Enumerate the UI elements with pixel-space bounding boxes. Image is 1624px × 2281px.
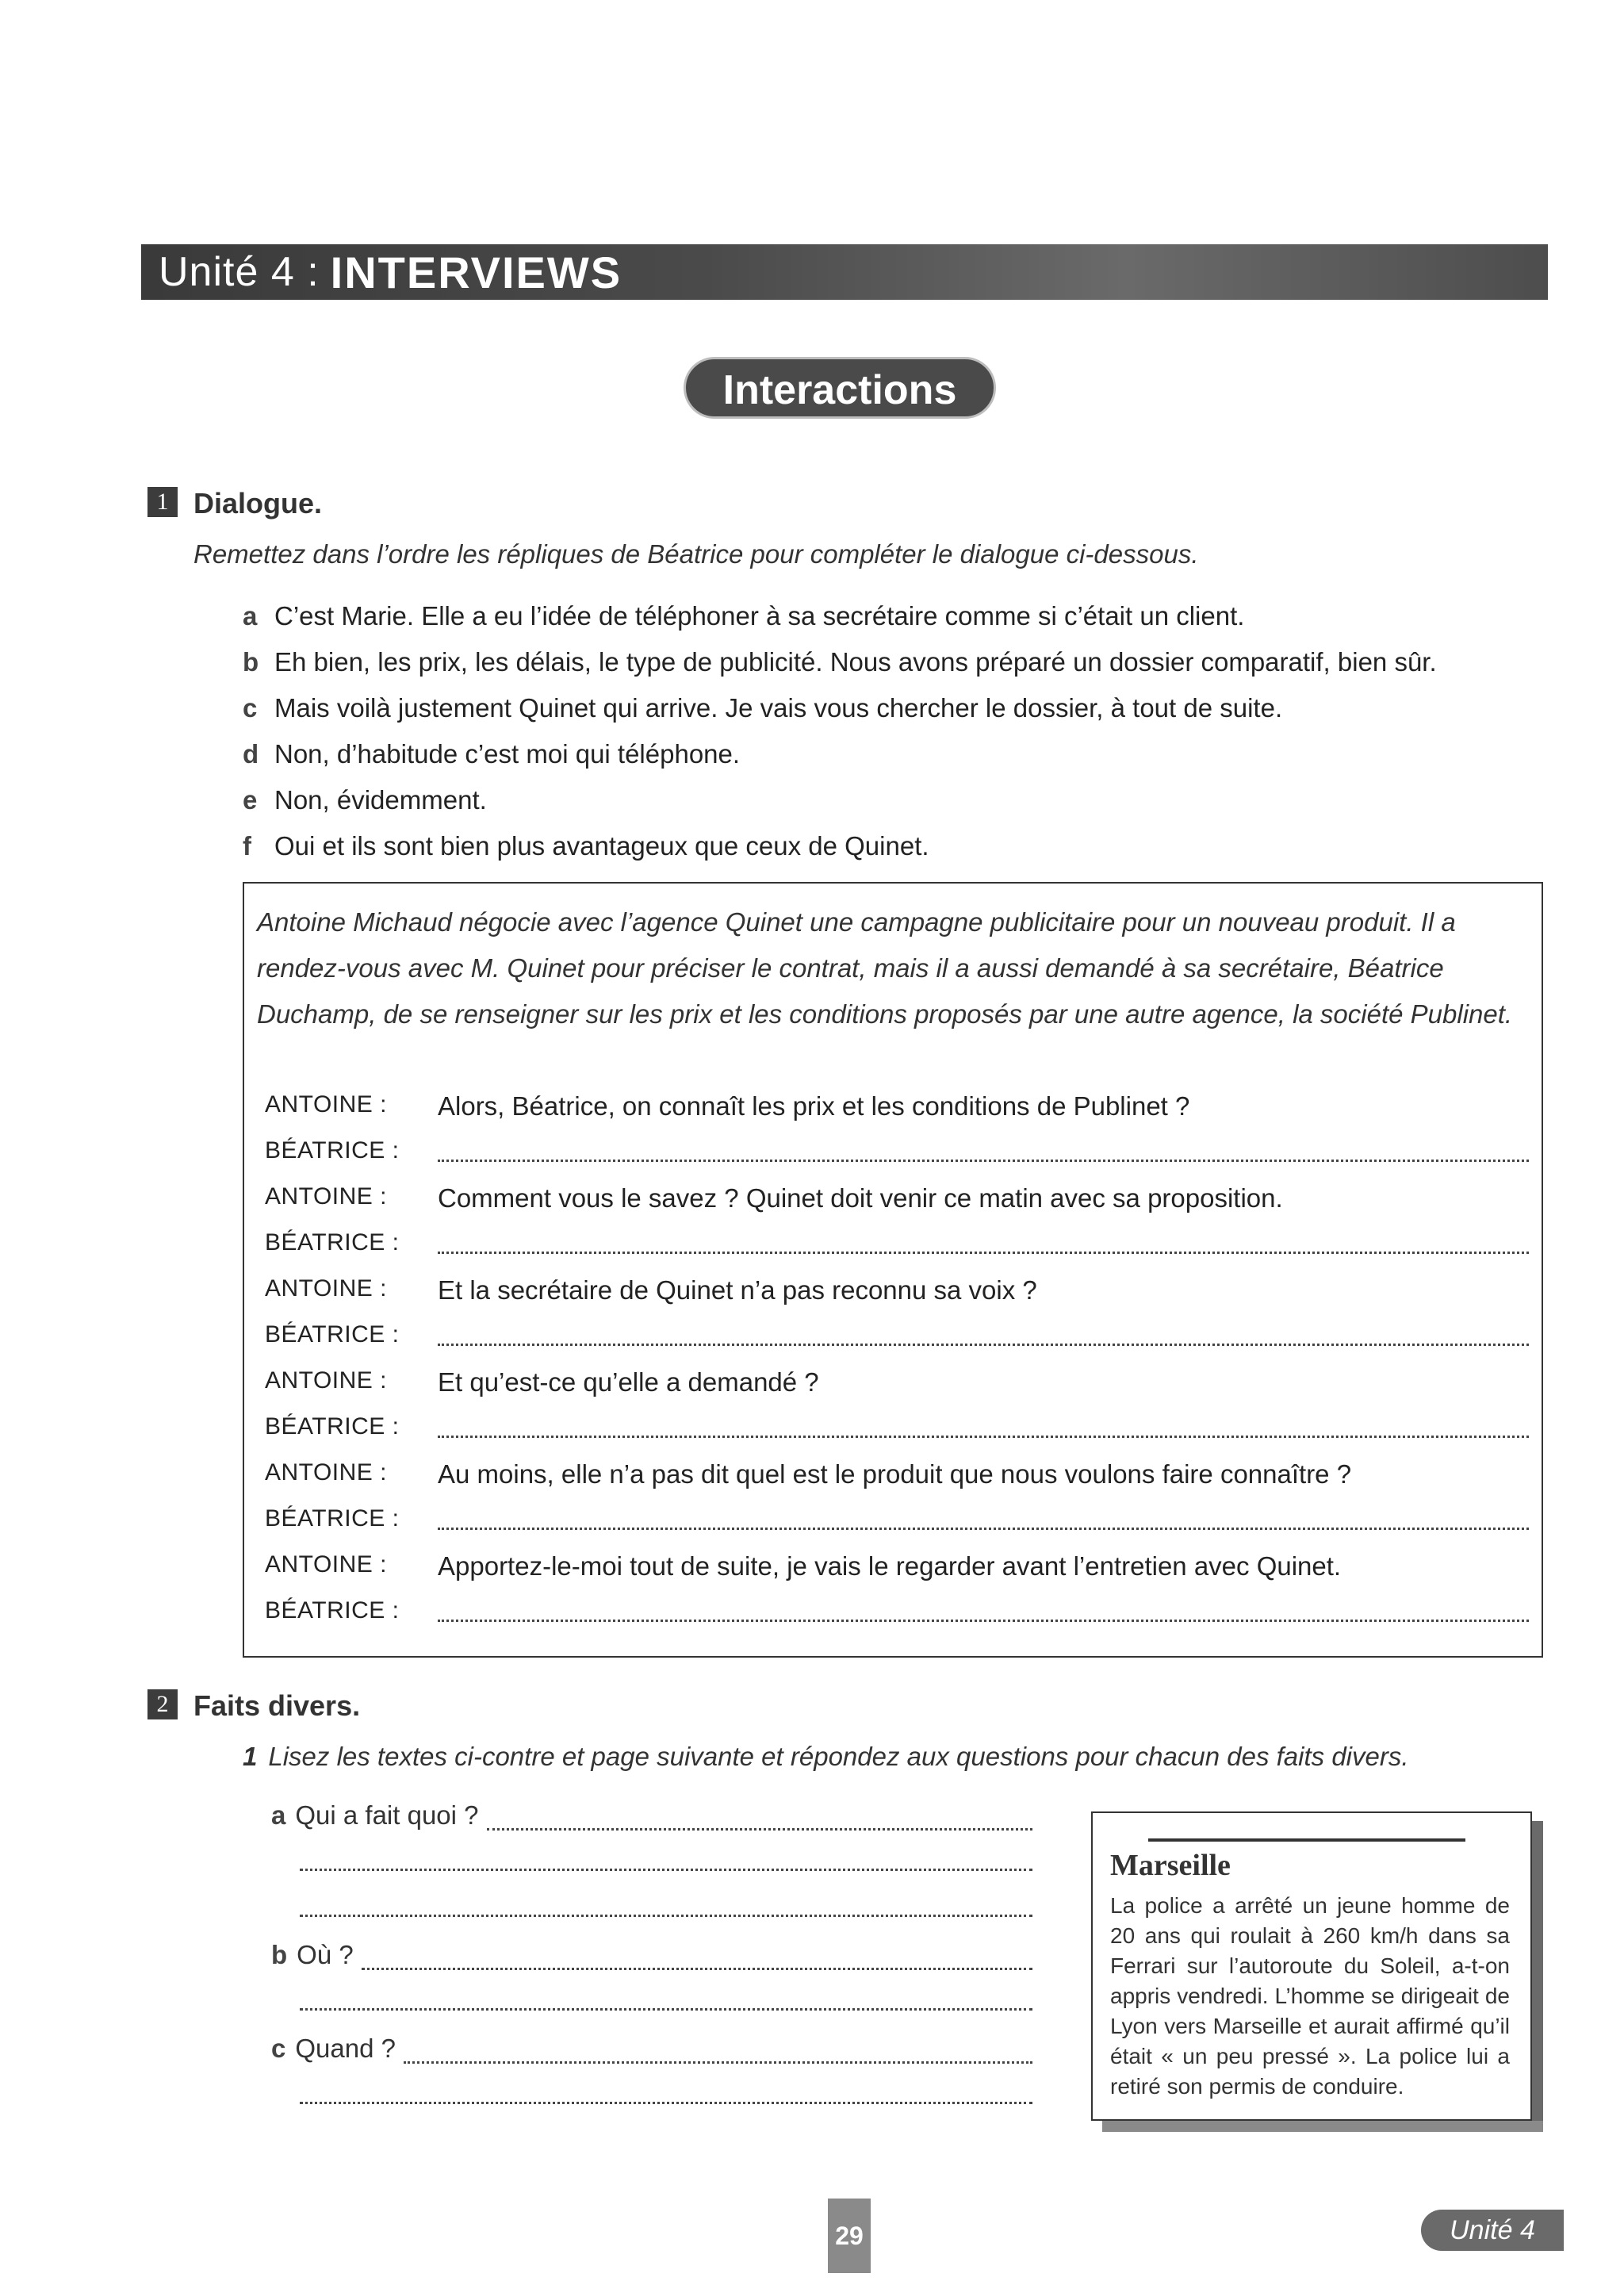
option-row — [243, 739, 740, 769]
answer-blank[interactable] — [438, 1229, 1529, 1254]
exercise-instruction: Lisez les textes ci-contre et page suivante et répondez aux questions pour chacun des faits divers. — [268, 1742, 1409, 1771]
answer-line[interactable] — [300, 1988, 1032, 2011]
exercise-number: 1 — [147, 487, 178, 517]
card-shadow — [1102, 2121, 1543, 2132]
unit-tab: Unité 4 — [1421, 2210, 1564, 2251]
sub-number: 1 — [243, 1742, 258, 1771]
option-row — [243, 785, 487, 815]
news-city-heading: Marseille — [1110, 1849, 1231, 1882]
option-letter: c — [243, 693, 258, 723]
dialogue-line — [265, 1367, 1529, 1397]
answer-blank[interactable] — [362, 1947, 1032, 1970]
option-text: Mais voilà justement Quinet qui arrive. Je vais vous chercher le dossier, à tout de suite. — [274, 693, 1283, 723]
option-letter: a — [243, 601, 258, 631]
speaker-label: BÉATRICE : — [265, 1413, 400, 1440]
speaker-label: BÉATRICE : — [265, 1321, 400, 1348]
question-text: Qui a fait quoi ? — [295, 1800, 479, 1830]
option-row — [243, 647, 1437, 677]
question-text: Où ? — [297, 1940, 354, 1969]
dialogue-line — [265, 1505, 1529, 1532]
answer-blank[interactable] — [487, 1808, 1032, 1831]
news-divider — [1148, 1838, 1465, 1842]
answer-blank[interactable] — [438, 1137, 1529, 1162]
answer-blank[interactable] — [438, 1413, 1529, 1438]
question-letter: c — [271, 2034, 286, 2063]
page-number: 29 — [828, 2199, 871, 2273]
answer-blank[interactable] — [438, 1505, 1529, 1530]
exercise-instruction-row — [243, 1742, 1409, 1772]
speaker-label: ANTOINE : — [265, 1367, 387, 1394]
option-letter: e — [243, 785, 258, 815]
answer-line[interactable] — [300, 2081, 1032, 2104]
answer-blank[interactable] — [404, 2041, 1032, 2064]
option-row — [243, 693, 1282, 723]
dialogue-intro: Antoine Michaud négocie avec l’agence Quinet une campagne publicitaire pour un nouveau produit. Il a rendez-vous avec M. Quinet pour préciser le contrat, mais il a aussi demandé à sa secrétaire, Béatrice Duchamp, de se renseigner sur les prix et les conditions proposés par une autre agence, la société Publinet. — [257, 907, 1513, 1029]
question-letter: a — [271, 1800, 286, 1830]
news-body-text: La police a arrêté un jeune homme de 20 ans qui roulait à 260 km/h dans sa Ferrari sur l’autoroute du Soleil, a-t-on appris vendredi. L’homme se dirigeait de Lyon vers Marseille et aurait affirmé qu’il était « un peu pressé ». La police lui a retiré son permis de conduire. — [1110, 1893, 1510, 2099]
dialogue-line — [265, 1459, 1529, 1489]
dialogue-text: Et la secrétaire de Quinet n’a pas reconnu sa voix ? — [438, 1275, 1037, 1305]
option-letter: b — [243, 647, 259, 677]
dialogue-text: Apportez-le-moi tout de suite, je vais le regarder avant l’entretien avec Quinet. — [438, 1551, 1342, 1581]
unit-title: INTERVIEWS — [330, 247, 622, 297]
answer-blank[interactable] — [438, 1597, 1529, 1622]
question-row — [271, 2034, 1032, 2064]
option-text: Non, évidemment. — [274, 785, 487, 815]
answer-blank[interactable] — [438, 1321, 1529, 1346]
answer-blank[interactable] — [300, 2081, 1032, 2104]
option-letter: d — [243, 739, 259, 769]
question-text: Quand ? — [295, 2034, 396, 2063]
dialogue-line — [265, 1091, 1529, 1121]
speaker-label: ANTOINE : — [265, 1091, 387, 1117]
speaker-label: ANTOINE : — [265, 1275, 387, 1302]
dialogue-text: Au moins, elle n’a pas dit quel est le produit que nous voulons faire connaître ? — [438, 1459, 1352, 1489]
option-text: Eh bien, les prix, les délais, le type de publicité. Nous avons préparé un dossier comparatif, bien sûr. — [274, 647, 1437, 677]
option-text: Oui et ils sont bien plus avantageux que ceux de Quinet. — [274, 831, 929, 861]
exercise-number: 2 — [147, 1689, 178, 1719]
unit-label: Unité 4 : — [159, 249, 320, 295]
question-row — [271, 1800, 1032, 1831]
exercise-title: Dialogue. — [193, 487, 323, 519]
dialogue-line — [265, 1229, 1529, 1256]
option-letter: f — [243, 831, 251, 861]
speaker-label: BÉATRICE : — [265, 1137, 400, 1164]
option-text: Non, d’habitude c’est moi qui téléphone. — [274, 739, 741, 769]
dialogue-line — [265, 1137, 1529, 1164]
speaker-label: ANTOINE : — [265, 1183, 387, 1210]
answer-blank[interactable] — [300, 1988, 1032, 2011]
exercise-instruction: Remettez dans l’ordre les répliques de Béatrice pour compléter le dialogue ci-dessous. — [193, 539, 1199, 569]
dialogue-line — [265, 1551, 1529, 1581]
speaker-label: ANTOINE : — [265, 1551, 387, 1578]
option-row — [243, 831, 929, 861]
dialogue-line — [265, 1321, 1529, 1348]
answer-line[interactable] — [300, 1894, 1032, 1917]
dialogue-line — [265, 1413, 1529, 1440]
section-pill: Interactions — [684, 357, 996, 419]
exercise-title: Faits divers. — [193, 1689, 361, 1722]
option-text: C’est Marie. Elle a eu l’idée de téléphoner à sa secrétaire comme si c’était un client. — [274, 601, 1245, 631]
dialogue-line — [265, 1597, 1529, 1624]
speaker-label: BÉATRICE : — [265, 1229, 400, 1256]
option-row — [243, 601, 1244, 631]
speaker-label: ANTOINE : — [265, 1459, 387, 1486]
dialogue-line — [265, 1183, 1529, 1213]
answer-blank[interactable] — [300, 1894, 1032, 1917]
unit-header-bar — [141, 244, 1548, 300]
dialogue-text: Comment vous le savez ? Quinet doit venir ce matin avec sa proposition. — [438, 1183, 1283, 1213]
question-row — [271, 1940, 1032, 1970]
dialogue-line — [265, 1275, 1529, 1305]
answer-blank[interactable] — [300, 1848, 1032, 1871]
question-letter: b — [271, 1940, 288, 1969]
answer-line[interactable] — [300, 1848, 1032, 1871]
speaker-label: BÉATRICE : — [265, 1505, 400, 1532]
dialogue-text: Alors, Béatrice, on connaît les prix et les conditions de Publinet ? — [438, 1091, 1190, 1121]
dialogue-text: Et qu’est-ce qu’elle a demandé ? — [438, 1367, 819, 1397]
speaker-label: BÉATRICE : — [265, 1597, 400, 1624]
card-shadow — [1532, 1821, 1543, 2132]
